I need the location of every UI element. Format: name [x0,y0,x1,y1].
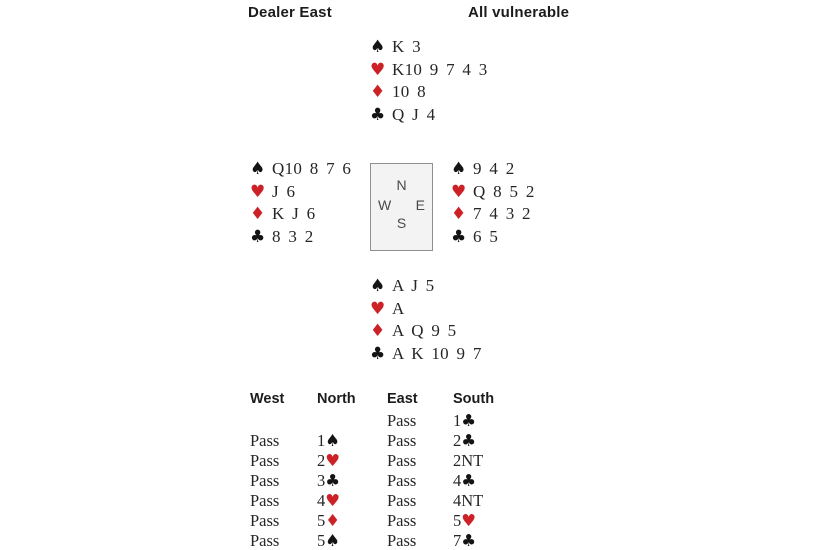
auction-cell: Pass [250,431,280,450]
heart-icon: ♥ [370,298,386,319]
auction-cell: 1♠ [317,431,341,450]
auction-column-west: West [250,391,285,407]
diamond-icon: ♦ [250,204,266,224]
west-hand [250,159,351,249]
diamond-icon: ♦ [451,204,467,224]
card-ranks: 9 4 2 [473,159,515,178]
card-ranks: 10 8 [392,82,426,101]
card-ranks: J 6 [272,181,296,201]
east-hearts-line [451,182,535,205]
compass-east-label: E [415,197,425,213]
east-clubs-line [451,227,535,250]
club-icon: ♣ [370,343,386,364]
card-ranks: K 3 [392,37,421,56]
north-diamonds-line [370,82,488,105]
auction-cell: 4♣ [453,471,477,490]
east-diamonds-line [451,204,535,227]
card-ranks: 8 3 2 [272,226,314,246]
auction-cell: 5♠ [317,531,341,550]
auction-cell: Pass [250,511,280,530]
north-hearts-line [370,60,488,83]
auction-cell: 4♥ [317,491,341,510]
auction-cell: Pass [387,531,417,550]
auction-table [250,391,543,550]
card-ranks: A Q 9 5 [392,321,457,340]
auction-cell [317,411,387,431]
auction-cell: 4NT [453,491,484,510]
auction-column-south: South [453,391,495,407]
card-ranks: A J 5 [392,276,435,295]
card-ranks: 6 5 [473,226,499,246]
south-hearts-line [370,299,482,322]
auction-cell: Pass [387,431,417,450]
auction-cell: Pass [250,471,280,490]
heart-icon: ♥ [250,181,266,202]
auction-cell: Pass [387,511,417,530]
club-icon: ♣ [451,226,467,247]
auction-cell: 7♣ [453,531,477,550]
spade-icon: ♠ [370,37,386,57]
auction-cell: 3♣ [317,471,341,490]
north-spades-line [370,37,488,60]
north-clubs-line [370,105,488,128]
heart-icon: ♥ [451,181,467,202]
west-spades-line [250,159,351,182]
south-diamonds-line [370,321,482,344]
diamond-icon: ♦ [370,82,386,102]
east-spades-line [451,159,535,182]
card-ranks: A K 10 9 7 [392,343,482,363]
compass-west-label: W [378,197,392,213]
club-icon: ♣ [250,226,266,247]
auction-cell: Pass [387,451,417,470]
dealer-label: Dealer East [248,4,332,21]
auction-cell: Pass [250,491,280,510]
card-ranks: A [392,298,405,318]
west-hearts-line [250,182,351,205]
compass-box [370,163,433,251]
heart-icon: ♥ [370,59,386,80]
spade-icon: ♠ [370,276,386,296]
card-ranks: Q J 4 [392,104,436,124]
west-diamonds-line [250,204,351,227]
compass-south-label: S [396,215,407,231]
north-hand [370,37,488,127]
card-ranks: 7 4 3 2 [473,204,531,223]
auction-column-east: East [387,391,418,407]
auction-cell: 2♣ [453,431,477,450]
vulnerability-label: All vulnerable [468,4,570,21]
card-ranks: K10 9 7 4 3 [392,59,488,79]
auction-cell: Pass [250,451,280,470]
auction-cell: 2♥ [317,451,341,470]
auction-cell [250,411,317,431]
south-spades-line [370,276,482,299]
east-hand [451,159,535,249]
auction-cell: 5♥ [453,511,477,530]
auction-cell: Pass [387,491,417,510]
club-icon: ♣ [370,104,386,125]
card-ranks: Q 8 5 2 [473,181,535,201]
auction-column-north: North [317,391,356,407]
auction-cell: Pass [387,471,417,490]
compass-north-label: N [396,177,407,193]
auction-cell: 5♦ [317,511,341,530]
auction-cell: Pass [250,531,280,550]
diamond-icon: ♦ [370,321,386,341]
auction-cell: 2NT [453,451,484,470]
south-clubs-line [370,344,482,367]
south-hand [370,276,482,366]
spade-icon: ♠ [451,159,467,179]
card-ranks: Q10 8 7 6 [272,159,352,178]
card-ranks: K J 6 [272,204,316,223]
west-clubs-line [250,227,351,250]
auction-cell: Pass [387,411,417,430]
spade-icon: ♠ [250,159,266,179]
auction-cell: 1♣ [453,411,477,430]
